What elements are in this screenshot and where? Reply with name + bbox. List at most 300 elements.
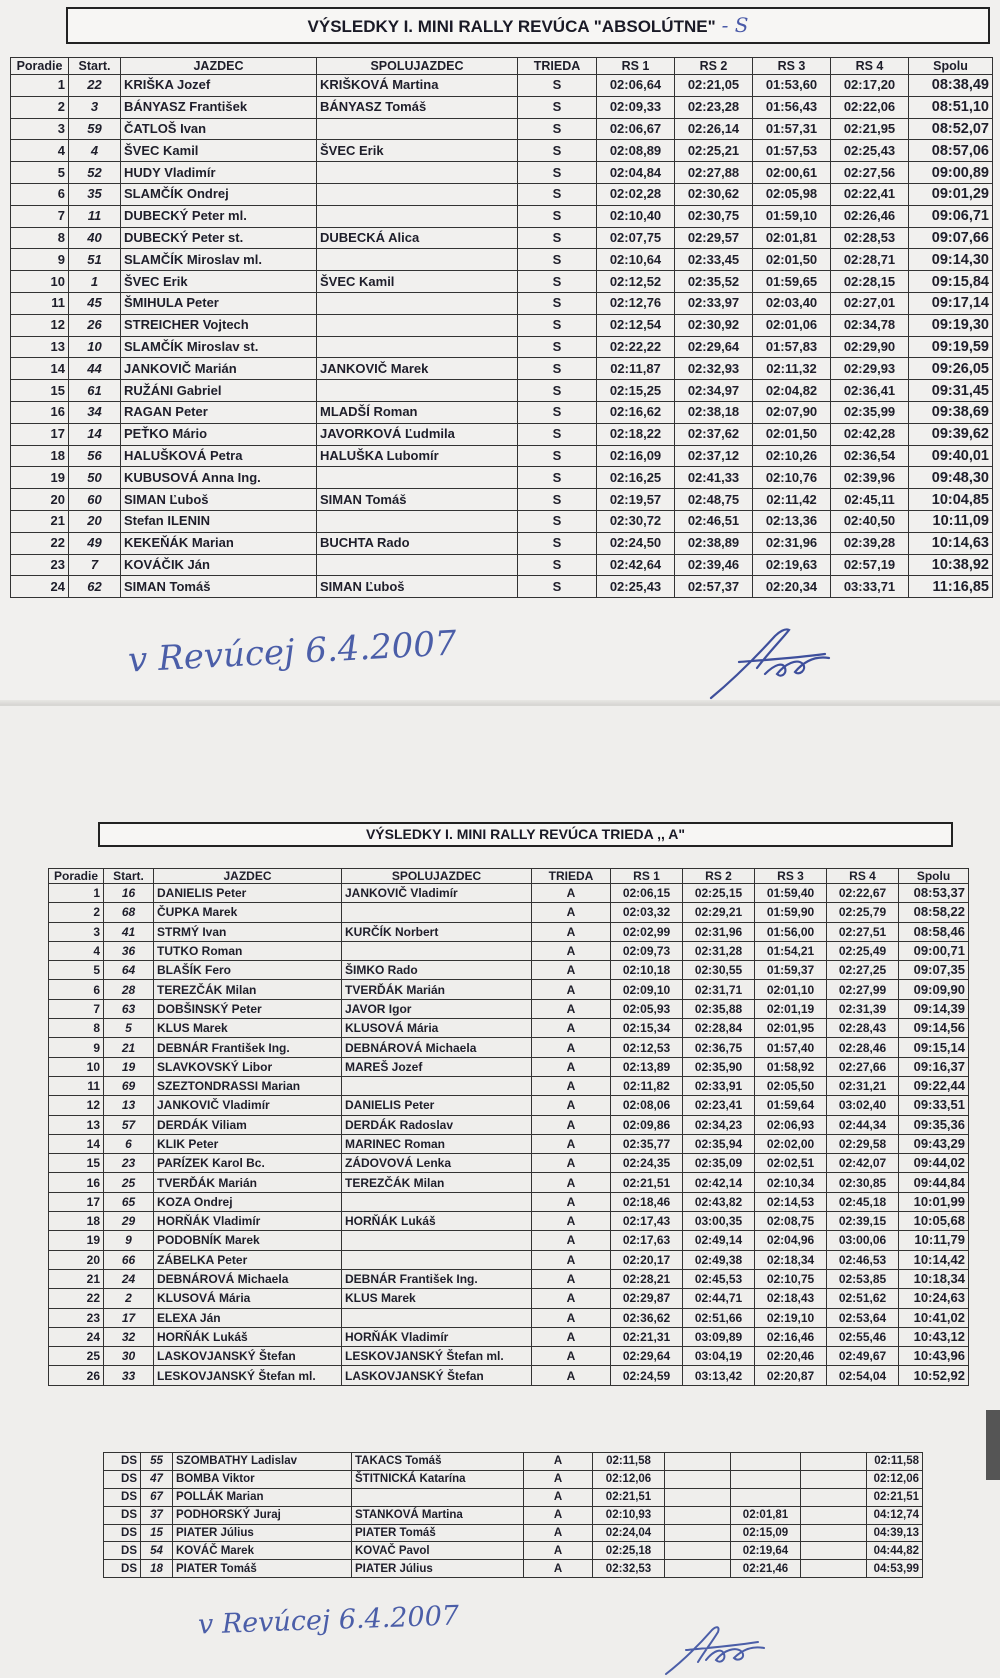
total-time-cell: 08:57,06 <box>909 140 993 162</box>
class-cell: S <box>518 532 597 554</box>
start-number-cell: 4 <box>69 140 121 162</box>
rank-cell: 22 <box>49 1289 104 1308</box>
driver-cell: TVERĎÁK Marián <box>154 1173 342 1192</box>
start-number-cell: 19 <box>104 1057 154 1076</box>
stage2-time-cell: 02:38,18 <box>675 401 753 423</box>
stage4-time-cell: 02:27,51 <box>827 922 899 941</box>
rank-cell: 7 <box>49 999 104 1018</box>
stage3-time-cell: 01:59,64 <box>755 1096 827 1115</box>
stage1-time-cell: 02:30,72 <box>597 510 675 532</box>
table-header <box>11 58 993 75</box>
class-cell: A <box>532 1212 611 1231</box>
table-row <box>49 941 969 960</box>
codriver-cell: KOVAČ Pavol <box>352 1542 524 1560</box>
rank-cell: 17 <box>11 423 69 445</box>
stage3-time-cell: 02:20,34 <box>753 576 831 598</box>
stage2-time-cell: 02:37,12 <box>675 445 753 467</box>
driver-cell: HORŇÁK Vladimír <box>154 1212 342 1231</box>
stage2-time-cell: 02:29,21 <box>683 903 755 922</box>
title-text: VÝSLEDKY I. MINI RALLY REVÚCA "ABSOLÚTNE" <box>307 17 716 36</box>
rank-cell: 5 <box>49 961 104 980</box>
stage4-time-cell: 02:45,18 <box>827 1192 899 1211</box>
stage3-time-cell: 01:56,43 <box>753 96 831 118</box>
codriver-cell <box>317 162 518 184</box>
driver-cell: SLAMČÍK Ondrej <box>121 183 317 205</box>
driver-cell: ELEXA Ján <box>154 1308 342 1327</box>
codriver-cell: KURČÍK Norbert <box>342 922 532 941</box>
codriver-cell: ŠVEC Kamil <box>317 271 518 293</box>
stage3-time-cell: 02:00,61 <box>753 162 831 184</box>
stage4-time-cell: 02:25,79 <box>827 903 899 922</box>
stage2-time-cell: 02:49,14 <box>683 1231 755 1250</box>
class-cell: A <box>532 1347 611 1366</box>
total-time-cell: 10:43,96 <box>899 1347 969 1366</box>
stage1-time-cell: 02:02,28 <box>597 183 675 205</box>
stage3-time-cell: 02:06,93 <box>755 1115 827 1134</box>
codriver-cell <box>317 336 518 358</box>
stage3-time-cell: 02:01,06 <box>753 314 831 336</box>
codriver-cell: LASKOVJANSKÝ Štefan <box>342 1366 532 1385</box>
stage3-time-cell: 02:01,81 <box>731 1506 801 1524</box>
table-row <box>104 1524 923 1542</box>
rank-cell: 5 <box>11 162 69 184</box>
total-time-cell: 02:21,51 <box>867 1488 923 1506</box>
driver-cell: JANKOVIČ Vladimír <box>154 1096 342 1115</box>
stage4-time-cell: 02:45,11 <box>831 489 909 511</box>
stage3-time-cell <box>731 1488 801 1506</box>
stage1-time-cell: 02:11,58 <box>593 1453 665 1471</box>
table-row <box>49 1366 969 1385</box>
stage1-time-cell: 02:10,64 <box>597 249 675 271</box>
total-time-cell: 08:53,37 <box>899 884 969 903</box>
codriver-cell <box>342 941 532 960</box>
stage1-time-cell: 02:25,18 <box>593 1542 665 1560</box>
stage4-time-cell <box>801 1542 867 1560</box>
stage4-time-cell: 02:29,58 <box>827 1134 899 1153</box>
stage3-time-cell: 02:18,43 <box>755 1289 827 1308</box>
stage1-time-cell: 02:20,17 <box>611 1250 683 1269</box>
stage2-time-cell: 02:37,62 <box>675 423 753 445</box>
handwritten-class-mark: - S <box>721 13 749 37</box>
rank-cell: 19 <box>49 1231 104 1250</box>
class-cell: A <box>532 1038 611 1057</box>
driver-cell: KOZA Ondrej <box>154 1192 342 1211</box>
start-number-cell: 41 <box>104 922 154 941</box>
table-row <box>49 961 969 980</box>
stage1-time-cell: 02:21,51 <box>611 1173 683 1192</box>
total-time-cell: 09:15,84 <box>909 271 993 293</box>
codriver-cell: DUBECKÁ Alica <box>317 227 518 249</box>
codriver-cell: JANKOVIČ Vladimír <box>342 884 532 903</box>
driver-cell: HUDY Vladimír <box>121 162 317 184</box>
codriver-cell <box>317 554 518 576</box>
stage4-time-cell: 02:51,62 <box>827 1289 899 1308</box>
column-header: RS 4 <box>827 869 899 884</box>
driver-cell: DOBŠINSKÝ Peter <box>154 999 342 1018</box>
stage2-time-cell: 02:44,71 <box>683 1289 755 1308</box>
stage4-time-cell: 02:27,25 <box>827 961 899 980</box>
stage4-time-cell: 02:36,41 <box>831 380 909 402</box>
start-number-cell: 17 <box>104 1308 154 1327</box>
table-row <box>11 489 993 511</box>
rank-cell: DS <box>104 1542 141 1560</box>
stage4-time-cell: 02:26,46 <box>831 205 909 227</box>
class-cell: A <box>532 941 611 960</box>
stage1-time-cell: 02:17,43 <box>611 1212 683 1231</box>
stage1-time-cell: 02:12,54 <box>597 314 675 336</box>
codriver-cell: DEBNÁROVÁ Michaela <box>342 1038 532 1057</box>
stage4-time-cell: 02:54,04 <box>827 1366 899 1385</box>
stage4-time-cell: 02:36,54 <box>831 445 909 467</box>
total-time-cell: 09:33,51 <box>899 1096 969 1115</box>
stage1-time-cell: 02:35,77 <box>611 1134 683 1153</box>
stage1-time-cell: 02:09,33 <box>597 96 675 118</box>
stage2-time-cell: 02:35,09 <box>683 1154 755 1173</box>
rank-cell: 9 <box>49 1038 104 1057</box>
stage1-time-cell: 02:12,53 <box>611 1038 683 1057</box>
driver-cell: ZÁBELKA Peter <box>154 1250 342 1269</box>
driver-cell: PEŤKO Mário <box>121 423 317 445</box>
start-number-cell: 20 <box>69 510 121 532</box>
class-cell: A <box>532 1115 611 1134</box>
class-cell: S <box>518 467 597 489</box>
codriver-cell: DANIELIS Peter <box>342 1096 532 1115</box>
rank-cell: 3 <box>49 922 104 941</box>
stage4-time-cell: 03:33,71 <box>831 576 909 598</box>
class-cell: S <box>518 358 597 380</box>
total-time-cell: 09:17,14 <box>909 292 993 314</box>
column-header: RS 2 <box>683 869 755 884</box>
stage2-time-cell: 02:27,88 <box>675 162 753 184</box>
driver-cell: SLAVKOVSKÝ Libor <box>154 1057 342 1076</box>
rank-cell: 6 <box>49 980 104 999</box>
class-cell: A <box>532 1308 611 1327</box>
stage3-time-cell: 02:18,34 <box>755 1250 827 1269</box>
rank-cell: 25 <box>49 1347 104 1366</box>
column-header: Poradie <box>49 869 104 884</box>
stage1-time-cell: 02:03,32 <box>611 903 683 922</box>
stage3-time-cell: 02:01,95 <box>755 1019 827 1038</box>
class-cell: S <box>518 75 597 97</box>
total-time-cell: 09:06,71 <box>909 205 993 227</box>
start-number-cell: 7 <box>69 554 121 576</box>
total-time-cell: 09:00,71 <box>899 941 969 960</box>
table-row <box>49 1269 969 1288</box>
table-row <box>49 1192 969 1211</box>
stage3-time-cell: 01:57,40 <box>755 1038 827 1057</box>
stage1-time-cell: 02:08,89 <box>597 140 675 162</box>
class-cell: A <box>532 999 611 1018</box>
class-cell: A <box>532 922 611 941</box>
stage4-time-cell: 02:55,46 <box>827 1327 899 1346</box>
stage2-time-cell: 02:23,41 <box>683 1096 755 1115</box>
stage4-time-cell <box>801 1488 867 1506</box>
codriver-cell: STANKOVÁ Martina <box>352 1506 524 1524</box>
stage4-time-cell: 02:29,90 <box>831 336 909 358</box>
driver-cell: KEKEŇÁK Marian <box>121 532 317 554</box>
stage1-time-cell: 02:32,53 <box>593 1560 665 1578</box>
table-row <box>11 358 993 380</box>
driver-cell: DUBECKÝ Peter st. <box>121 227 317 249</box>
total-time-cell: 09:35,36 <box>899 1115 969 1134</box>
class-cell: S <box>518 227 597 249</box>
start-number-cell: 1 <box>69 271 121 293</box>
start-number-cell: 26 <box>69 314 121 336</box>
stage2-time-cell: 02:30,55 <box>683 961 755 980</box>
table-row <box>11 271 993 293</box>
stage3-time-cell: 02:10,34 <box>755 1173 827 1192</box>
class-cell: S <box>518 510 597 532</box>
stage1-time-cell: 02:09,86 <box>611 1115 683 1134</box>
start-number-cell: 65 <box>104 1192 154 1211</box>
start-number-cell: 64 <box>104 961 154 980</box>
stage1-time-cell: 02:19,57 <box>597 489 675 511</box>
start-number-cell: 30 <box>104 1347 154 1366</box>
table-row <box>49 1096 969 1115</box>
stage2-time-cell: 02:34,23 <box>683 1115 755 1134</box>
codriver-cell: ŠVEC Erik <box>317 140 518 162</box>
stage3-time-cell: 01:59,90 <box>755 903 827 922</box>
stage2-time-cell: 02:36,75 <box>683 1038 755 1057</box>
total-time-cell: 04:53,99 <box>867 1560 923 1578</box>
column-header: RS 3 <box>755 869 827 884</box>
start-number-cell: 18 <box>141 1560 173 1578</box>
driver-cell: KOVÁČIK Ján <box>121 554 317 576</box>
stage3-time-cell: 02:16,46 <box>755 1327 827 1346</box>
total-time-cell: 09:22,44 <box>899 1076 969 1095</box>
column-header: JAZDEC <box>154 869 342 884</box>
start-number-cell: 54 <box>141 1542 173 1560</box>
codriver-cell <box>342 1308 532 1327</box>
start-number-cell: 10 <box>69 336 121 358</box>
column-header: Spolu <box>899 869 969 884</box>
class-cell: S <box>518 183 597 205</box>
stage2-time-cell <box>665 1542 731 1560</box>
total-time-cell: 09:40,01 <box>909 445 993 467</box>
stage4-time-cell: 02:42,28 <box>831 423 909 445</box>
start-number-cell: 15 <box>141 1524 173 1542</box>
driver-cell: HALUŠKOVÁ Petra <box>121 445 317 467</box>
start-number-cell: 45 <box>69 292 121 314</box>
driver-cell: KOVÁČ Marek <box>173 1542 352 1560</box>
rank-cell: 10 <box>11 271 69 293</box>
codriver-cell: MARINEC Roman <box>342 1134 532 1153</box>
class-cell: A <box>532 1192 611 1211</box>
stage1-time-cell: 02:06,15 <box>611 884 683 903</box>
stage1-time-cell: 02:18,46 <box>611 1192 683 1211</box>
codriver-cell: SIMAN Tomáš <box>317 489 518 511</box>
class-cell: A <box>532 1289 611 1308</box>
stage1-time-cell: 02:11,87 <box>597 358 675 380</box>
stage3-time-cell: 02:19,64 <box>731 1542 801 1560</box>
stage3-time-cell: 02:31,96 <box>753 532 831 554</box>
driver-cell: SIMAN Tomáš <box>121 576 317 598</box>
codriver-cell <box>352 1488 524 1506</box>
codriver-cell: MLADŠÍ Roman <box>317 401 518 423</box>
start-number-cell: 57 <box>104 1115 154 1134</box>
table-row <box>49 1019 969 1038</box>
stage1-time-cell: 02:10,18 <box>611 961 683 980</box>
stage4-time-cell <box>801 1506 867 1524</box>
stage4-time-cell: 02:31,39 <box>827 999 899 1018</box>
rank-cell: 8 <box>49 1019 104 1038</box>
driver-cell: Stefan ILENIN <box>121 510 317 532</box>
stage3-time-cell <box>731 1453 801 1471</box>
handwritten-signature <box>705 618 835 708</box>
class-cell: A <box>524 1560 593 1578</box>
rank-cell: 21 <box>49 1269 104 1288</box>
stage1-time-cell: 02:10,93 <box>593 1506 665 1524</box>
stage1-time-cell: 02:11,82 <box>611 1076 683 1095</box>
rank-cell: 16 <box>11 401 69 423</box>
stage3-time-cell: 02:01,81 <box>753 227 831 249</box>
start-number-cell: 28 <box>104 980 154 999</box>
stage1-time-cell: 02:12,52 <box>597 271 675 293</box>
stage1-time-cell: 02:21,31 <box>611 1327 683 1346</box>
class-cell: S <box>518 162 597 184</box>
stage4-time-cell: 02:27,99 <box>827 980 899 999</box>
class-cell: S <box>518 401 597 423</box>
total-time-cell: 10:41,02 <box>899 1308 969 1327</box>
class-cell: S <box>518 314 597 336</box>
driver-cell: DUBECKÝ Peter ml. <box>121 205 317 227</box>
total-time-cell: 10:11,09 <box>909 510 993 532</box>
column-header: Poradie <box>11 58 69 75</box>
rank-cell: 12 <box>11 314 69 336</box>
results-sheet-absolute <box>0 0 1000 706</box>
stage3-time-cell: 02:07,90 <box>753 401 831 423</box>
class-cell: A <box>532 1154 611 1173</box>
stage4-time-cell: 02:22,41 <box>831 183 909 205</box>
class-cell: S <box>518 423 597 445</box>
stage4-time-cell: 02:40,50 <box>831 510 909 532</box>
stage4-time-cell: 02:35,99 <box>831 401 909 423</box>
rank-cell: 21 <box>11 510 69 532</box>
table-row <box>49 999 969 1018</box>
stage4-time-cell: 02:25,49 <box>827 941 899 960</box>
stage2-time-cell: 02:42,14 <box>683 1173 755 1192</box>
stage1-time-cell: 02:18,22 <box>597 423 675 445</box>
table-row <box>49 884 969 903</box>
total-time-cell: 09:19,59 <box>909 336 993 358</box>
table-row <box>11 140 993 162</box>
stage3-time-cell: 02:10,75 <box>755 1269 827 1288</box>
stage1-time-cell: 02:25,43 <box>597 576 675 598</box>
driver-cell: SIMAN Ľuboš <box>121 489 317 511</box>
rank-cell: 8 <box>11 227 69 249</box>
stage4-time-cell: 03:00,06 <box>827 1231 899 1250</box>
class-cell: A <box>524 1453 593 1471</box>
rank-cell: 4 <box>49 941 104 960</box>
stage2-time-cell: 02:51,66 <box>683 1308 755 1327</box>
table-row <box>49 1347 969 1366</box>
codriver-cell <box>342 1250 532 1269</box>
table-row <box>49 1231 969 1250</box>
column-header: RS 2 <box>675 58 753 75</box>
stage2-time-cell <box>665 1453 731 1471</box>
stage4-time-cell: 02:39,96 <box>831 467 909 489</box>
title-text: VÝSLEDKY I. MINI RALLY REVÚCA TRIEDA ,, A" <box>365 826 686 842</box>
stage1-time-cell: 02:22,22 <box>597 336 675 358</box>
stage4-time-cell <box>801 1560 867 1578</box>
codriver-cell: JAVORKOVÁ Ľudmila <box>317 423 518 445</box>
class-cell: S <box>518 292 597 314</box>
stage3-time-cell: 02:08,75 <box>755 1212 827 1231</box>
stage1-time-cell: 02:12,76 <box>597 292 675 314</box>
driver-cell: SZOMBATHY Ladislav <box>173 1453 352 1471</box>
stage2-time-cell: 02:34,97 <box>675 380 753 402</box>
class-cell: A <box>532 1327 611 1346</box>
stage2-time-cell: 02:29,57 <box>675 227 753 249</box>
start-number-cell: 24 <box>104 1269 154 1288</box>
driver-cell: PIATER Tomáš <box>173 1560 352 1578</box>
driver-cell: KLIK Peter <box>154 1134 342 1153</box>
stage2-time-cell <box>665 1524 731 1542</box>
stage3-time-cell: 01:57,31 <box>753 118 831 140</box>
table-row <box>49 1134 969 1153</box>
table-row <box>11 576 993 598</box>
stage2-time-cell: 02:35,90 <box>683 1057 755 1076</box>
driver-cell: PODHORSKÝ Juraj <box>173 1506 352 1524</box>
class-cell: A <box>524 1524 593 1542</box>
stage1-time-cell: 02:06,67 <box>597 118 675 140</box>
stage3-time-cell: 02:05,50 <box>755 1076 827 1095</box>
stage4-time-cell: 02:28,46 <box>827 1038 899 1057</box>
stage1-time-cell: 02:12,06 <box>593 1470 665 1488</box>
start-number-cell: 66 <box>104 1250 154 1269</box>
class-cell: A <box>532 1019 611 1038</box>
stage4-time-cell: 02:27,01 <box>831 292 909 314</box>
class-cell: A <box>532 1250 611 1269</box>
stage3-time-cell: 02:02,51 <box>755 1154 827 1173</box>
total-time-cell: 09:39,62 <box>909 423 993 445</box>
start-number-cell: 2 <box>104 1289 154 1308</box>
total-time-cell: 09:00,89 <box>909 162 993 184</box>
codriver-cell: ŠIMKO Rado <box>342 961 532 980</box>
rank-cell: 13 <box>49 1115 104 1134</box>
stage2-time-cell: 02:35,88 <box>683 999 755 1018</box>
stage3-time-cell: 01:57,83 <box>753 336 831 358</box>
handwritten-signature <box>660 1620 770 1678</box>
table-row <box>49 1076 969 1095</box>
column-header: RS 1 <box>611 869 683 884</box>
stage4-time-cell: 02:28,71 <box>831 249 909 271</box>
stage3-time-cell <box>731 1470 801 1488</box>
start-number-cell: 59 <box>69 118 121 140</box>
class-cell: A <box>532 1366 611 1385</box>
codriver-cell: HORŇÁK Vladimír <box>342 1327 532 1346</box>
rank-cell: 11 <box>11 292 69 314</box>
codriver-cell: PIATER Július <box>352 1560 524 1578</box>
stage3-time-cell: 02:19,10 <box>755 1308 827 1327</box>
stage2-time-cell: 02:43,82 <box>683 1192 755 1211</box>
stage2-time-cell: 02:49,38 <box>683 1250 755 1269</box>
driver-cell: ŠVEC Kamil <box>121 140 317 162</box>
stage3-time-cell: 02:04,82 <box>753 380 831 402</box>
total-time-cell: 02:12,06 <box>867 1470 923 1488</box>
total-time-cell: 09:09,90 <box>899 980 969 999</box>
table-row <box>49 922 969 941</box>
start-number-cell: 11 <box>69 205 121 227</box>
total-time-cell: 10:24,63 <box>899 1289 969 1308</box>
stage2-time-cell: 02:21,05 <box>675 75 753 97</box>
rank-cell: 16 <box>49 1173 104 1192</box>
rank-cell: 9 <box>11 249 69 271</box>
stage4-time-cell: 02:34,78 <box>831 314 909 336</box>
stage2-time-cell: 02:39,46 <box>675 554 753 576</box>
class-cell: S <box>518 96 597 118</box>
rank-cell: 11 <box>49 1076 104 1095</box>
